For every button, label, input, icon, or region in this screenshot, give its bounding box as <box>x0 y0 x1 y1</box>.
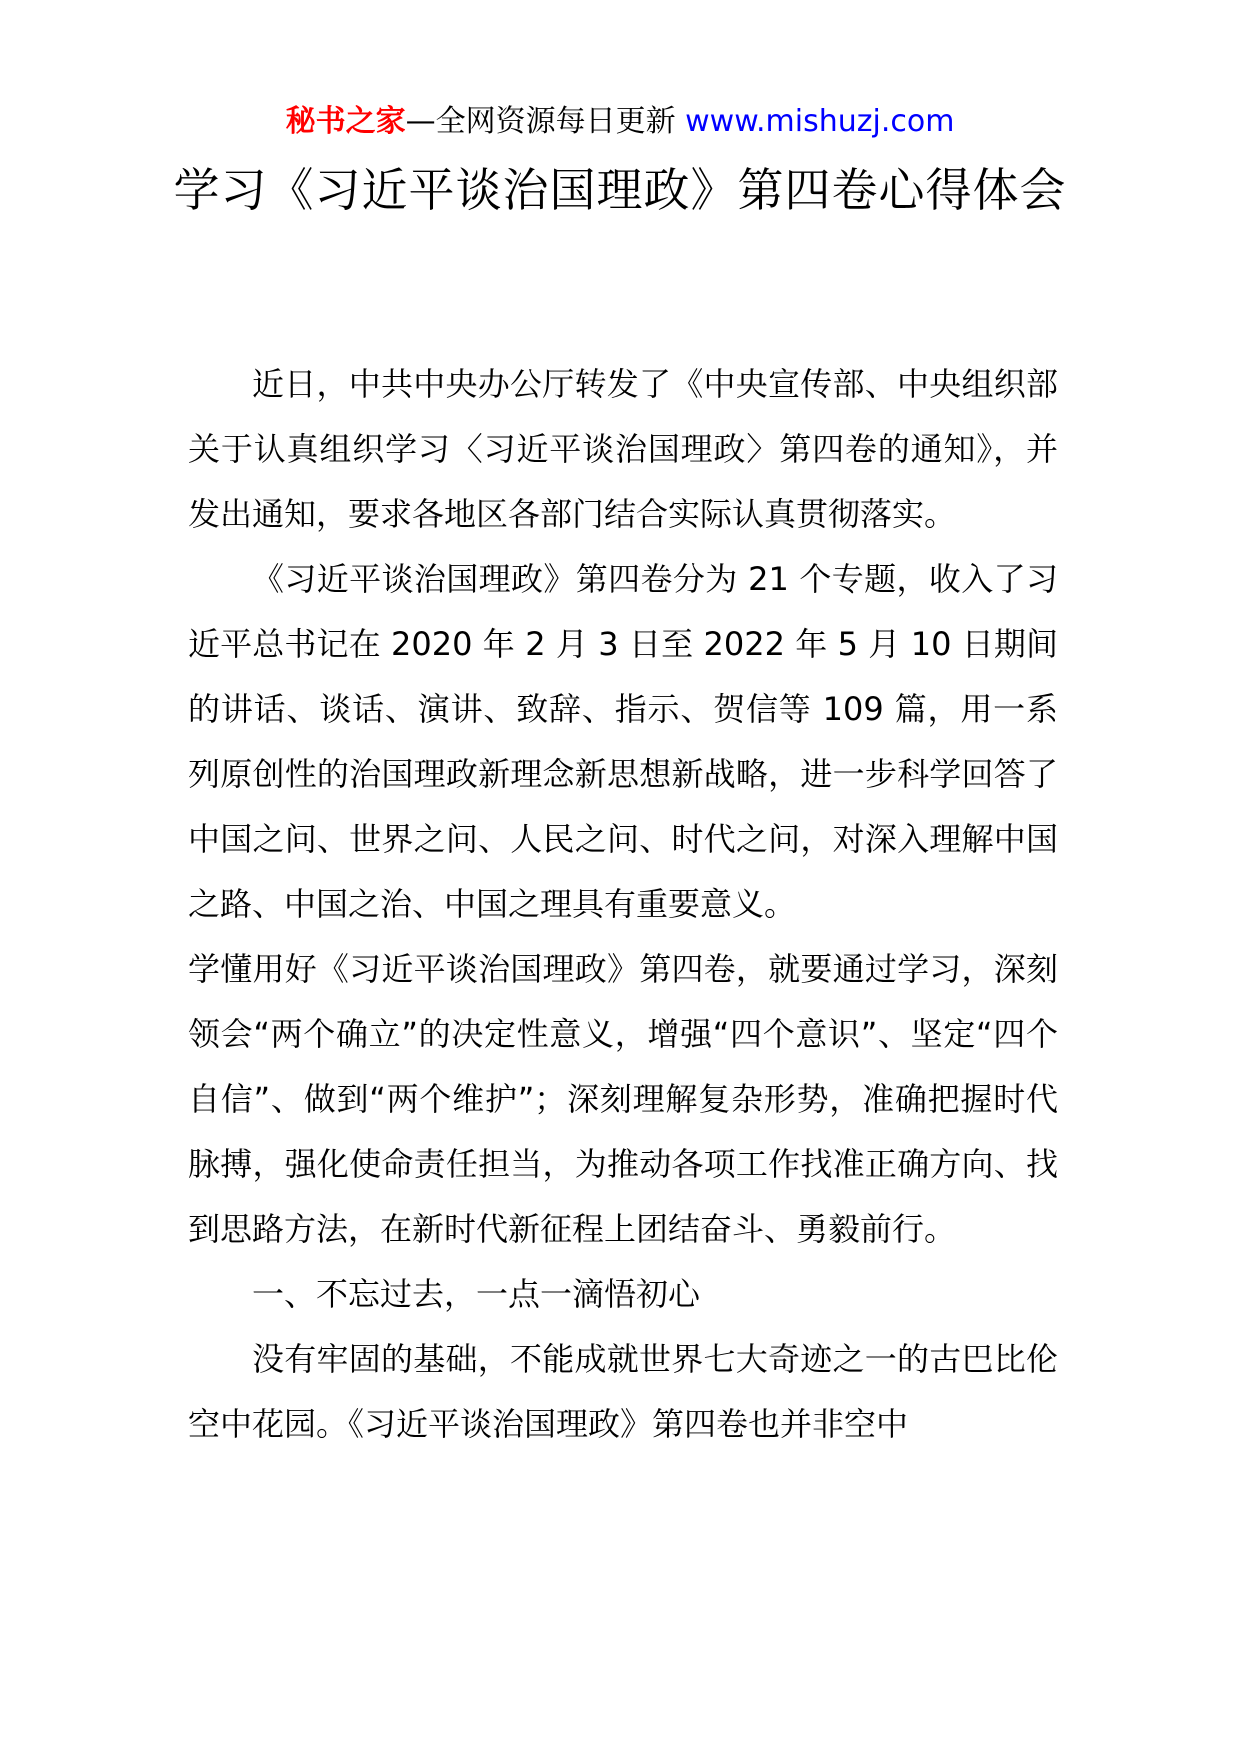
site-url-link[interactable]: www.mishuzj.com <box>685 104 955 139</box>
document-title: 学习《习近平谈治国理政》第四卷心得体会 <box>173 163 1067 217</box>
paragraph-intro: 近日，中共中央办公厅转发了《中央宣传部、中央组织部关于认真组织学习〈习近平谈治国理政〉第四卷的通知》，并发出通知，要求各地区各部门结合实际认真贯彻落实。 <box>188 365 1058 533</box>
site-tagline: —全网资源每日更新 <box>405 104 676 139</box>
paragraph-volume-summary: 《习近平谈治国理政》第四卷分为 21 个专题，收入了习近平总书记在 2020 年 2 月 3 日至 2022 年 5 月 10 日期间的讲话、谈话、演讲、致辞、指示、贺信等 109 篇，用一系列原创性的治国理政新理念新思想新战略，进一步科学回答了中国之问、世界之问、人民之问、时代之问，对深入理解中国之路、中国之治、中国之理具有重要意义。 <box>188 560 1058 923</box>
section-heading-1: 一、不忘过去，一点一滴悟初心 <box>252 1275 701 1313</box>
site-header <box>0 102 1240 142</box>
site-brand: 秘书之家 <box>285 104 406 139</box>
paragraph-study-significance: 学懂用好《习近平谈治国理政》第四卷，就要通过学习，深刻领会“两个确立”的决定性意义，增强“四个意识”、坚定“四个自信”、做到“两个维护”；深刻理解复杂形势，准确把握时代脉搏，强化使命责任担当，为推动各项工作找准正确方向、找到思路方法，在新时代新征程上团结奋斗、勇毅前行。 <box>188 950 1058 1248</box>
paragraph-section-1: 没有牢固的基础，不能成就世界七大奇迹之一的古巴比伦空中花园。《习近平谈治国理政》第四卷也并非空中 <box>188 1340 1058 1443</box>
document-body <box>188 352 1058 1457</box>
